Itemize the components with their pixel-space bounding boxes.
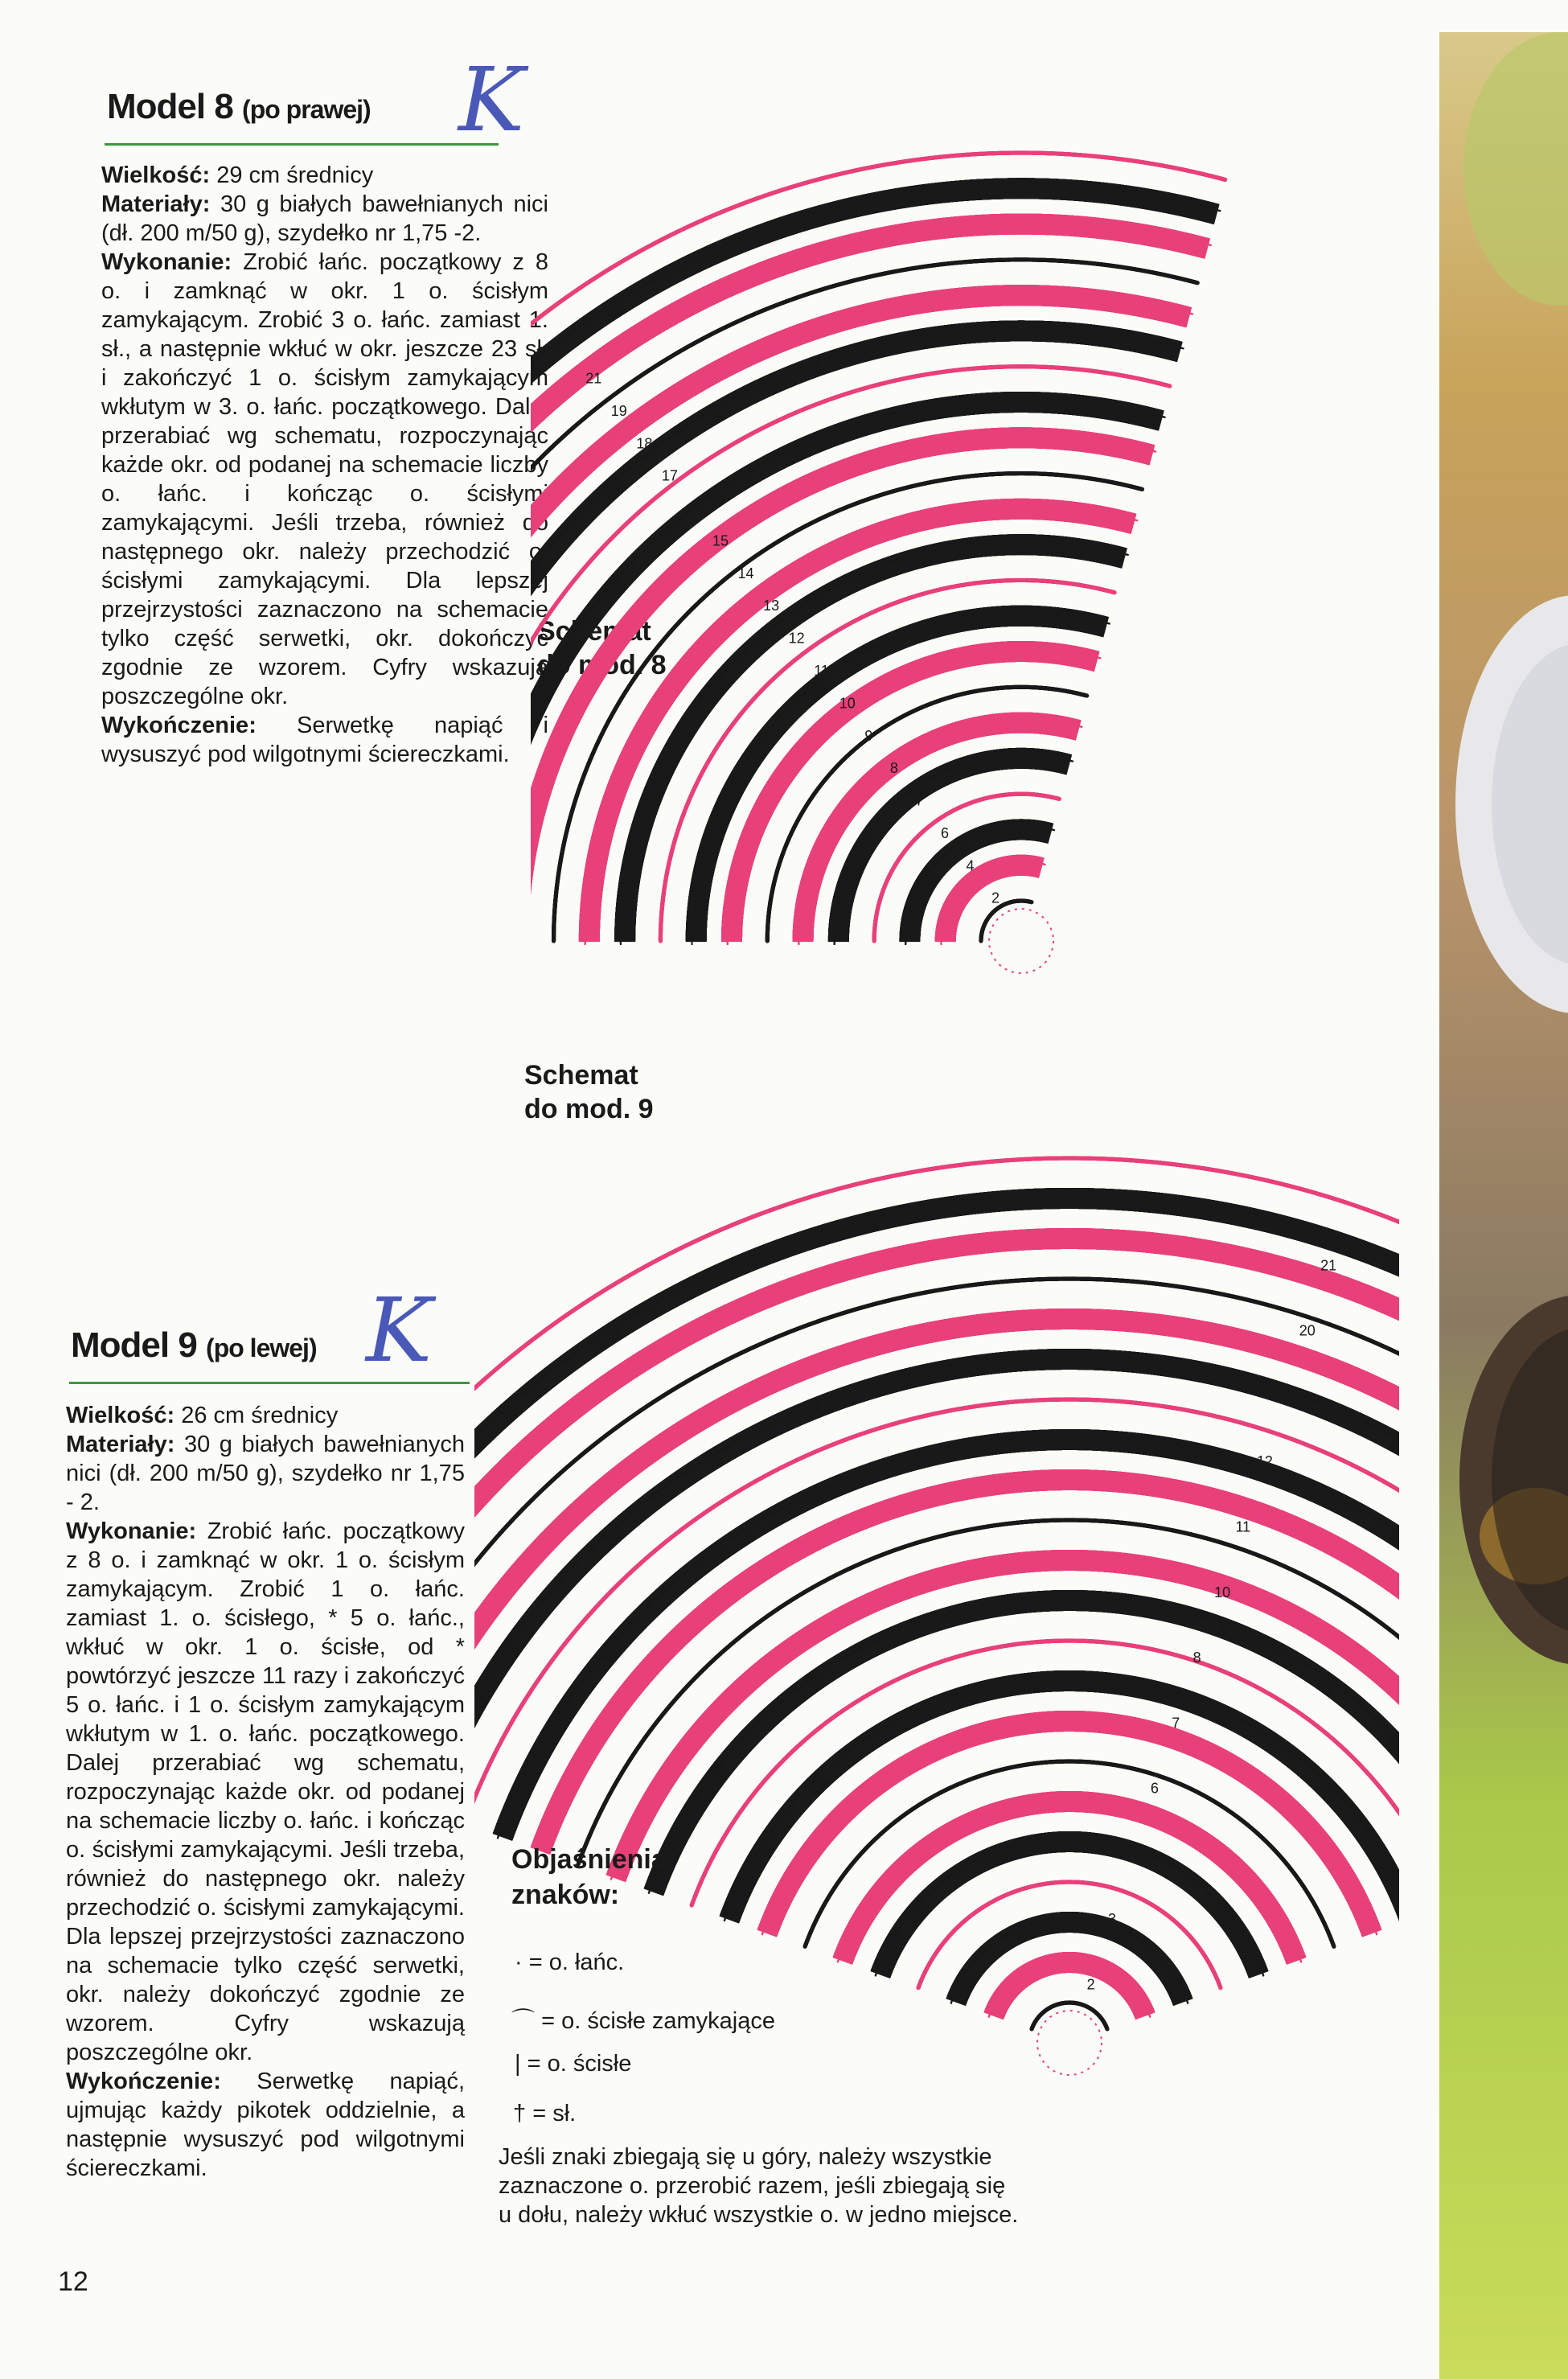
- model8-handwritten-mark: K: [458, 48, 524, 151]
- photo-strip: [1439, 32, 1568, 2379]
- model8-title-text: Model 8: [107, 87, 233, 126]
- model8-schemat-line1: Schemat: [537, 614, 667, 648]
- model8-title: [107, 87, 371, 127]
- model8-description: [101, 161, 548, 769]
- model8-chain-mark: [1029, 900, 1033, 904]
- model8-schemat-line2: 8: [537, 648, 667, 682]
- model8-title-rule: [105, 143, 499, 146]
- model8-execution-text: Zrobić łańc. początkowy z 8 o. i zamknąć w okr. 1 o. ścisłym zamykającym. Zrobić 3 o. łańc. zamiast 1. sł., a następnie wkłuć w okr. jeszcze 23 sł. i zakończyć 1 o. ścisłym zamykającym wkłutym w 3. o. łańc. początkowego. Dalej przerabiać wg schematu, rozpoczynając każde okr. od podanej na schemacie liczby o. łańc. i kończąc o. ścisłymi zamykającymi. Jeśli trzeba, również do następnego okr. należy przechodzić o. ścisłymi zamykającymi. Dla lepszej przejrzystości zaznaczono na schemacie tylko część serwetki, okr. dokończyć zgodnie ze wzorem. Cyfry wskazują poszczególne okr.: [101, 249, 548, 709]
- model8-materials-text: 30 g białych bawełnianych nici (dł. 200 m/50 g), szydełko nr 1,75 -2.: [101, 191, 548, 246]
- photo-image: [1439, 32, 1568, 2379]
- model8-size-label: Wielkość:: [101, 162, 210, 188]
- model8-materials-label: Materiały:: [101, 191, 210, 217]
- model8-size-text: 29 cm średnicy: [216, 162, 373, 188]
- model8-crochet-diagram: [531, 137, 1375, 1070]
- model8-finish-text: Serwetkę napiąć i wysuszyć pod wilgotnymi ściereczkami.: [101, 713, 548, 767]
- model8-execution-label: Wykonanie:: [101, 249, 232, 275]
- model8-subtitle: (po prawej): [242, 95, 371, 124]
- model8-finish-label: Wykończenie:: [101, 713, 257, 738]
